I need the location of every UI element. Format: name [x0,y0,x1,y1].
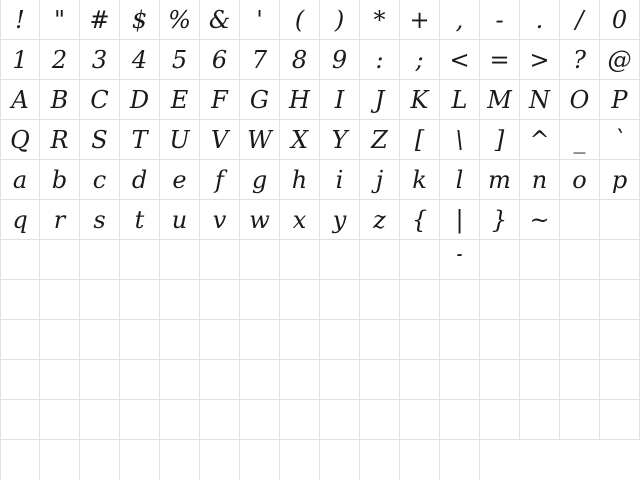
glyph-cell[interactable]: b [40,160,80,200]
glyph-cell[interactable] [440,280,480,320]
glyph-cell[interactable]: O [560,80,600,120]
glyph-cell[interactable]: } [480,200,520,240]
glyph-cell[interactable] [280,240,320,280]
glyph-cell[interactable]: a [0,160,40,200]
glyph-cell[interactable]: ~ [520,200,560,240]
glyph-cell[interactable] [600,360,640,400]
glyph-cell[interactable] [40,360,80,400]
glyph-cell[interactable] [120,400,160,440]
glyph-cell[interactable] [520,240,560,280]
glyph-cell[interactable] [120,320,160,360]
glyph-cell[interactable] [400,440,440,480]
glyph-cell[interactable] [320,280,360,320]
glyph-cell[interactable] [560,400,600,440]
glyph-cell[interactable] [520,400,560,440]
glyph-cell[interactable]: - [440,240,480,280]
glyph-cell[interactable]: c [80,160,120,200]
glyph-cell[interactable]: n [520,160,560,200]
glyph-cell[interactable]: ] [480,120,520,160]
glyph-cell[interactable] [280,400,320,440]
glyph-cell[interactable]: 0 [600,0,640,40]
glyph-cell[interactable]: : [360,40,400,80]
glyph-cell[interactable] [80,400,120,440]
glyph-cell[interactable]: u [160,200,200,240]
glyph-cell[interactable]: 2 [40,40,80,80]
glyph-cell[interactable]: g [240,160,280,200]
glyph-cell[interactable]: F [200,80,240,120]
glyph-cell[interactable] [480,240,520,280]
glyph-cell[interactable]: T [120,120,160,160]
glyph-cell[interactable]: Z [360,120,400,160]
glyph-cell[interactable] [40,280,80,320]
glyph-cell[interactable]: m [480,160,520,200]
glyph-cell[interactable] [80,240,120,280]
glyph-cell[interactable]: q [0,200,40,240]
glyph-cell[interactable]: 3 [80,40,120,80]
glyph-cell[interactable] [320,320,360,360]
glyph-cell[interactable] [0,320,40,360]
glyph-cell[interactable]: ! [0,0,40,40]
glyph-cell[interactable] [160,320,200,360]
glyph-cell[interactable]: e [160,160,200,200]
glyph-cell[interactable]: < [440,40,480,80]
glyph-cell[interactable]: % [160,0,200,40]
glyph-cell[interactable]: t [120,200,160,240]
glyph-cell[interactable] [0,400,40,440]
glyph-cell[interactable] [320,440,360,480]
glyph-cell[interactable] [200,240,240,280]
glyph-cell[interactable]: s [80,200,120,240]
glyph-cell[interactable] [80,440,120,480]
glyph-cell[interactable] [560,360,600,400]
glyph-cell[interactable] [320,240,360,280]
glyph-cell[interactable]: \ [440,120,480,160]
glyph-cell[interactable]: o [560,160,600,200]
glyph-cell[interactable]: v [200,200,240,240]
glyph-cell[interactable] [120,280,160,320]
glyph-cell[interactable]: ( [280,0,320,40]
glyph-cell[interactable] [480,440,520,480]
glyph-cell[interactable] [80,320,120,360]
glyph-cell[interactable] [240,320,280,360]
glyph-cell[interactable] [360,440,400,480]
glyph-cell[interactable]: ' [240,0,280,40]
glyph-cell[interactable]: X [280,120,320,160]
glyph-cell[interactable]: P [600,80,640,120]
glyph-cell[interactable]: l [440,160,480,200]
glyph-cell[interactable] [600,240,640,280]
glyph-cell[interactable]: B [40,80,80,120]
glyph-cell[interactable]: = [480,40,520,80]
glyph-cell[interactable] [480,320,520,360]
glyph-cell[interactable] [120,240,160,280]
glyph-cell[interactable] [480,280,520,320]
glyph-cell[interactable] [80,360,120,400]
glyph-cell[interactable] [520,360,560,400]
glyph-cell[interactable] [400,360,440,400]
glyph-cell[interactable] [560,200,600,240]
glyph-cell[interactable]: V [200,120,240,160]
glyph-cell[interactable]: j [360,160,400,200]
glyph-cell[interactable] [280,440,320,480]
glyph-cell[interactable]: i [320,160,360,200]
glyph-cell[interactable] [440,320,480,360]
glyph-cell[interactable]: $ [120,0,160,40]
glyph-cell[interactable] [120,440,160,480]
glyph-cell[interactable] [600,280,640,320]
glyph-cell[interactable] [0,360,40,400]
glyph-cell[interactable]: | [440,200,480,240]
glyph-cell[interactable]: w [240,200,280,240]
glyph-cell[interactable] [240,280,280,320]
glyph-cell[interactable] [600,320,640,360]
glyph-cell[interactable] [520,320,560,360]
glyph-cell[interactable]: L [440,80,480,120]
glyph-cell[interactable] [280,360,320,400]
glyph-cell[interactable]: " [40,0,80,40]
glyph-cell[interactable] [240,400,280,440]
glyph-cell[interactable] [400,240,440,280]
glyph-cell[interactable] [200,400,240,440]
glyph-cell[interactable]: W [240,120,280,160]
glyph-cell[interactable] [400,320,440,360]
glyph-cell[interactable]: 1 [0,40,40,80]
glyph-cell[interactable]: 4 [120,40,160,80]
glyph-cell[interactable]: > [520,40,560,80]
glyph-cell[interactable]: [ [400,120,440,160]
glyph-cell[interactable]: y [320,200,360,240]
glyph-cell[interactable]: - [480,0,520,40]
glyph-cell[interactable]: k [400,160,440,200]
glyph-cell[interactable] [560,440,600,480]
glyph-cell[interactable]: _ [560,120,600,160]
glyph-cell[interactable] [200,280,240,320]
glyph-cell[interactable]: d [120,160,160,200]
glyph-cell[interactable] [200,360,240,400]
glyph-cell[interactable]: ; [400,40,440,80]
glyph-cell[interactable]: p [600,160,640,200]
glyph-cell[interactable] [40,240,80,280]
glyph-cell[interactable]: Y [320,120,360,160]
glyph-cell[interactable] [360,400,400,440]
glyph-cell[interactable]: ` [600,120,640,160]
glyph-cell[interactable]: U [160,120,200,160]
glyph-cell[interactable] [360,240,400,280]
glyph-cell[interactable] [600,400,640,440]
glyph-cell[interactable]: G [240,80,280,120]
glyph-cell[interactable] [0,440,40,480]
glyph-cell[interactable] [240,360,280,400]
glyph-cell[interactable]: 8 [280,40,320,80]
glyph-cell[interactable] [40,400,80,440]
glyph-cell[interactable] [560,240,600,280]
glyph-cell[interactable] [320,400,360,440]
glyph-cell[interactable] [400,400,440,440]
glyph-cell[interactable] [440,400,480,440]
glyph-cell[interactable] [120,360,160,400]
glyph-cell[interactable]: x [280,200,320,240]
glyph-cell[interactable]: f [200,160,240,200]
glyph-cell[interactable] [280,320,320,360]
glyph-cell[interactable] [320,360,360,400]
glyph-cell[interactable] [160,440,200,480]
glyph-cell[interactable]: D [120,80,160,120]
glyph-cell[interactable]: # [80,0,120,40]
glyph-cell[interactable] [360,360,400,400]
glyph-cell[interactable] [520,280,560,320]
glyph-cell[interactable] [400,280,440,320]
glyph-cell[interactable] [560,280,600,320]
glyph-cell[interactable]: C [80,80,120,120]
glyph-cell[interactable]: 7 [240,40,280,80]
glyph-cell[interactable] [600,200,640,240]
glyph-cell[interactable] [480,360,520,400]
glyph-cell[interactable]: Q [0,120,40,160]
glyph-cell[interactable] [360,320,400,360]
glyph-cell[interactable] [160,240,200,280]
glyph-cell[interactable]: ^ [520,120,560,160]
glyph-cell[interactable] [520,440,560,480]
glyph-cell[interactable]: @ [600,40,640,80]
glyph-cell[interactable]: . [520,0,560,40]
glyph-cell[interactable]: N [520,80,560,120]
glyph-cell[interactable]: M [480,80,520,120]
glyph-cell[interactable]: h [280,160,320,200]
glyph-cell[interactable] [600,440,640,480]
glyph-cell[interactable] [560,320,600,360]
glyph-cell[interactable] [40,320,80,360]
glyph-cell[interactable] [240,240,280,280]
glyph-cell[interactable]: 5 [160,40,200,80]
glyph-cell[interactable] [40,440,80,480]
glyph-cell[interactable]: { [400,200,440,240]
glyph-cell[interactable]: ) [320,0,360,40]
glyph-cell[interactable] [200,440,240,480]
glyph-cell[interactable]: R [40,120,80,160]
glyph-cell[interactable]: + [400,0,440,40]
glyph-cell[interactable]: z [360,200,400,240]
glyph-cell[interactable]: S [80,120,120,160]
glyph-cell[interactable] [160,280,200,320]
glyph-cell[interactable]: 6 [200,40,240,80]
glyph-cell[interactable]: E [160,80,200,120]
glyph-cell[interactable] [360,280,400,320]
glyph-cell[interactable]: r [40,200,80,240]
glyph-cell[interactable] [0,240,40,280]
glyph-cell[interactable]: ? [560,40,600,80]
glyph-cell[interactable]: A [0,80,40,120]
glyph-cell[interactable]: & [200,0,240,40]
glyph-cell[interactable] [480,400,520,440]
glyph-cell[interactable]: , [440,0,480,40]
glyph-cell[interactable]: H [280,80,320,120]
glyph-cell[interactable]: 9 [320,40,360,80]
glyph-cell[interactable]: / [560,0,600,40]
glyph-cell[interactable]: * [360,0,400,40]
glyph-cell[interactable]: K [400,80,440,120]
glyph-cell[interactable]: I [320,80,360,120]
glyph-cell[interactable] [440,440,480,480]
glyph-cell[interactable]: J [360,80,400,120]
glyph-cell[interactable] [200,320,240,360]
glyph-cell[interactable] [160,400,200,440]
glyph-cell[interactable] [440,360,480,400]
glyph-cell[interactable] [80,280,120,320]
glyph-cell[interactable] [0,280,40,320]
glyph-cell[interactable] [160,360,200,400]
glyph-cell[interactable] [280,280,320,320]
glyph-cell[interactable] [240,440,280,480]
